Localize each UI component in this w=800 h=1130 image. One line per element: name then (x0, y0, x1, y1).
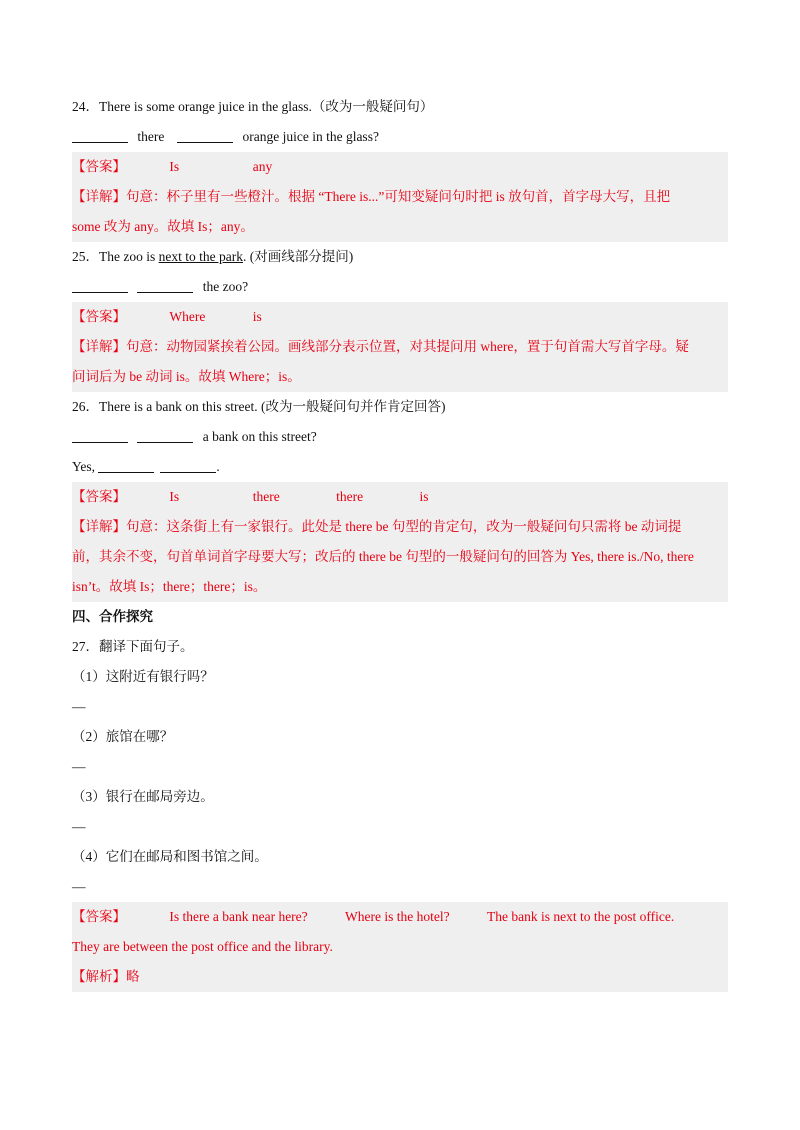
q25-detail-line: 问词后为 be 动词 is。故填 Where；is。 (72, 369, 301, 384)
q25-answer-block (72, 302, 728, 392)
q24-fill-text2: orange juice in the glass? (242, 129, 379, 144)
answer-value: Where (169, 309, 206, 324)
answer-value: Is (169, 159, 180, 174)
q27-item: （3）银行在邮局旁边。 (72, 789, 214, 804)
q25-underlined-phrase: next to the park (158, 249, 243, 264)
answer-value: Is there a bank near here? (169, 909, 308, 924)
q27-answer-dash[interactable]: — (72, 759, 86, 774)
answer-label: 【答案】 (72, 489, 126, 504)
q26-answer-line (72, 482, 728, 512)
q26-fill-text: a bank on this street? (202, 429, 317, 444)
blank[interactable] (137, 426, 193, 443)
q27-answer-dash[interactable]: — (72, 699, 86, 714)
q27-answer-dash[interactable]: — (72, 879, 86, 894)
blank[interactable] (98, 456, 154, 473)
q24-fill-text1: there (137, 129, 165, 144)
worksheet-page (72, 92, 728, 992)
q27-analysis: 【解析】略 (72, 969, 140, 984)
section-heading: 四、合作探究 (72, 609, 153, 624)
q27-answer-line2: They are between the post office and the library. (72, 939, 333, 954)
answer-value: The bank is next to the post office. (487, 909, 675, 924)
blank[interactable] (72, 426, 128, 443)
blank[interactable] (177, 126, 233, 143)
q26-answer-block (72, 482, 728, 602)
answer-label: 【答案】 (72, 909, 126, 924)
q25-answer-line (72, 302, 728, 332)
answer-value: there (252, 489, 280, 504)
answer-value: Is (169, 489, 180, 504)
q24-fill-line (72, 122, 728, 152)
q27-item: （4）它们在邮局和图书馆之间。 (72, 849, 268, 864)
q27-item: （2）旅馆在哪？ (72, 729, 174, 744)
answer-value: is (419, 489, 429, 504)
q25-question-suffix: . (对画线部分提问) (242, 249, 354, 264)
blank[interactable] (72, 276, 128, 293)
q24-answer-line (72, 152, 728, 182)
q26-yes-line (72, 452, 728, 482)
q26-detail-line: isn’t。故填 Is；there；there；is。 (72, 579, 267, 594)
q27-answer-line (72, 902, 728, 932)
answer-value: Where is the hotel? (345, 909, 450, 924)
q27-question: 27．翻译下面句子。 (72, 639, 194, 654)
q24-answer-block (72, 152, 728, 242)
blank[interactable] (72, 126, 128, 143)
answer-value: is (252, 309, 262, 324)
q25-question-prefix: 25．The zoo is (72, 249, 159, 264)
blank[interactable] (160, 456, 216, 473)
q27-answer-block (72, 902, 728, 992)
blank[interactable] (137, 276, 193, 293)
q26-detail-line: 前，其余不变，句首单词首字母要大写；改后的 there be 句型的一般疑问句的回答为 Yes, there is./No, there (72, 549, 694, 564)
q24-detail-line: 【详解】句意：杯子里有一些橙汁。根据 “There is...”可知变疑问句时把 is 放句首，首字母大写，且把 (72, 189, 671, 204)
q25-question (72, 242, 728, 272)
answer-label: 【答案】 (72, 159, 126, 174)
q26-question: 26．There is a bank on this street. (改为一般疑问句并作肯定回答) (72, 399, 446, 414)
q27-answer-dash[interactable]: — (72, 819, 86, 834)
answer-value: any (252, 159, 273, 174)
q26-detail-line: 【详解】句意：这条街上有一家银行。此处是 there be 句型的肯定句，改为一般疑问句只需将 be 动词提 (72, 519, 682, 534)
answer-value: there (336, 489, 364, 504)
q27-item: （1）这附近有银行吗？ (72, 669, 214, 684)
q24-detail-line: some 改为 any。故填 Is；any。 (72, 219, 254, 234)
q26-yes-prefix: Yes, (72, 459, 96, 474)
answer-label: 【答案】 (72, 309, 126, 324)
q25-fill-line (72, 272, 728, 302)
q24-question: 24．There is some orange juice in the glass.（改为一般疑问句） (72, 99, 434, 114)
q26-yes-suffix: . (216, 459, 220, 474)
q26-fill-line (72, 422, 728, 452)
q25-detail-line: 【详解】句意：动物园紧挨着公园。画线部分表示位置，对其提问用 where，置于句首需大写首字母。疑 (72, 339, 689, 354)
q25-fill-text: the zoo? (202, 279, 249, 294)
